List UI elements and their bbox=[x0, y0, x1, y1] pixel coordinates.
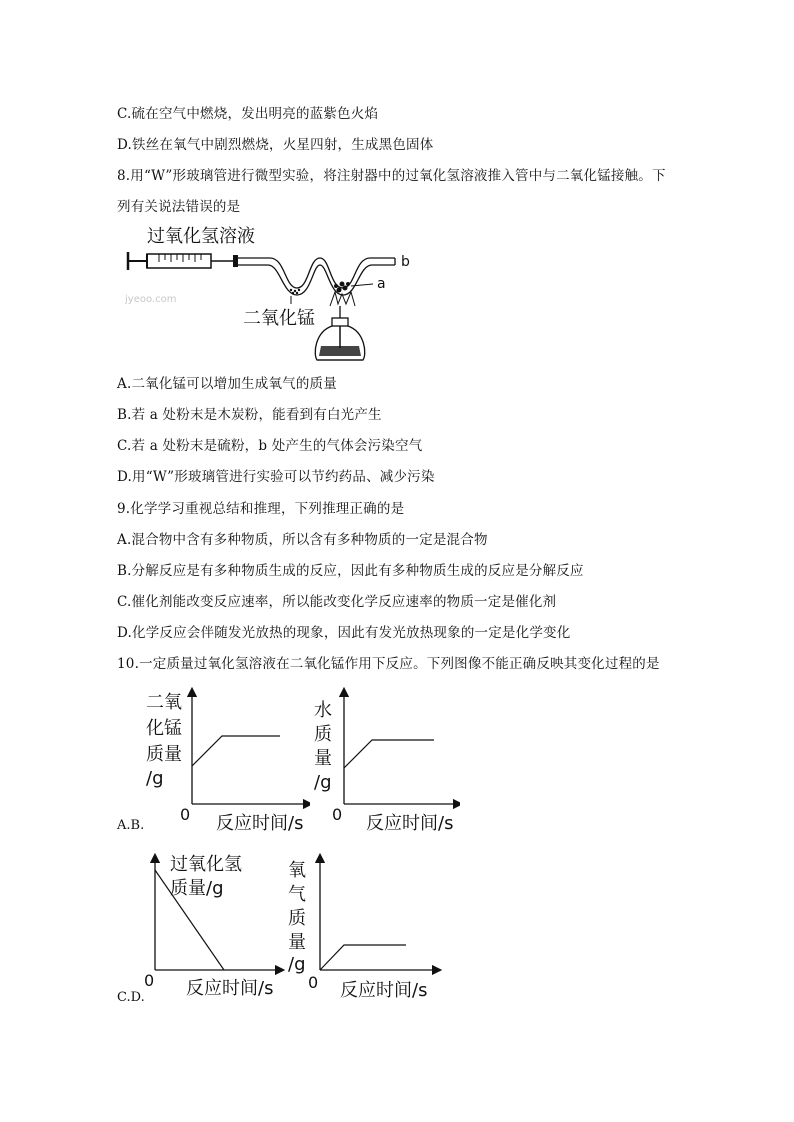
graph-d-origin: 0 bbox=[308, 973, 319, 992]
graph-b-svg bbox=[290, 684, 460, 839]
graph-a-svg bbox=[140, 684, 310, 839]
graph-d-ylabel-4: 量 bbox=[288, 932, 306, 953]
graph-d-svg bbox=[282, 852, 442, 1002]
question-8-text: 8.用“W”形玻璃管进行微型实验，将注射器中的过氧化氢溶液推入管中与二氧化锰接触。下 bbox=[117, 168, 666, 184]
graph-a-ylabel-3: 质量 bbox=[146, 744, 182, 765]
option-8d-text: D.铁丝在氧气中剧烈燃烧，火星四射，生成黑色固体 bbox=[117, 137, 434, 153]
graph-a bbox=[140, 684, 310, 839]
graph-a-ylabel-2: 化锰 bbox=[146, 718, 182, 739]
graph-b-origin: 0 bbox=[332, 805, 343, 824]
graph-d-ylabel-1: 氧 bbox=[288, 860, 306, 881]
graph-d-ylabel-2: 气 bbox=[288, 884, 306, 905]
graph-d-curve bbox=[320, 945, 406, 970]
option-9c-text: C.催化剂能改变反应速率，所以能改变化学反应速率的物质一定是催化剂 bbox=[117, 594, 557, 610]
graph-d-ylabel-3: 质 bbox=[288, 908, 306, 929]
graph-b-xlabel: 反应时间/s bbox=[366, 813, 454, 834]
option-9d-text: D.化学反应会伴随发光放热的现象，因此有发光放热现象的一定是化学变化 bbox=[117, 625, 571, 641]
w-tube-inner bbox=[238, 265, 395, 295]
option-8c-text: C.硫在空气中燃烧，发出明亮的蓝紫色火焰 bbox=[117, 106, 379, 122]
graph-c bbox=[140, 852, 290, 1002]
pointer-a bbox=[351, 284, 373, 286]
w-tube-apparatus-svg bbox=[125, 218, 425, 368]
option-8c2-text: C.若 a 处粉末是硫粉，b 处产生的气体会污染空气 bbox=[117, 438, 423, 454]
graph-d-xlabel: 反应时间/s bbox=[340, 980, 428, 1001]
question-8-text-cont: 列有关说法错误的是 bbox=[117, 199, 241, 215]
option-8a-text: A.二氧化锰可以增加生成氧气的质量 bbox=[117, 376, 337, 392]
graph-b-curve bbox=[344, 740, 434, 768]
w-tube-outer bbox=[238, 258, 395, 288]
graph-c-ylabel-1: 过氧化氢 bbox=[170, 854, 242, 875]
watermark-text: jyeoo.com bbox=[125, 294, 177, 305]
syringe-connector bbox=[233, 255, 238, 267]
graph-b-ylabel-4: /g bbox=[314, 772, 332, 793]
solution-label: 过氧化氢溶液 bbox=[147, 226, 255, 247]
graph-d bbox=[282, 852, 442, 1002]
question-10-text: 10.一定质量过氧化氢溶液在二氧化锰作用下反应。下列图像不能正确反映其变化过程的是 bbox=[117, 656, 660, 672]
option-8d2-text: D.用“W”形玻璃管进行实验可以节约药品、减少污染 bbox=[117, 469, 435, 485]
graph-c-ylabel-2: 质量/g bbox=[170, 878, 224, 899]
lamp-fuel bbox=[319, 326, 361, 356]
caption-cd: C.D. bbox=[117, 990, 145, 1005]
graph-a-curve bbox=[192, 736, 280, 766]
label-a: a bbox=[377, 276, 386, 292]
graph-b bbox=[290, 684, 460, 839]
option-8b-text: B.若 a 处粉末是木炭粉，能看到有白光产生 bbox=[117, 407, 382, 423]
graph-a-ylabel-1: 二氧 bbox=[146, 692, 182, 713]
option-9a-text: A.混合物中含有多种物质，所以含有多种物质的一定是混合物 bbox=[117, 532, 488, 548]
graph-c-xlabel: 反应时间/s bbox=[186, 978, 274, 999]
syringe-scale-marks bbox=[159, 254, 201, 262]
label-b: b bbox=[401, 254, 410, 270]
graph-c-origin: 0 bbox=[144, 971, 155, 990]
question-9-text: 9.化学学习重视总结和推理，下列推理正确的是 bbox=[117, 501, 405, 517]
graph-a-xlabel: 反应时间/s bbox=[216, 813, 304, 834]
graph-b-ylabel-2: 质 bbox=[314, 724, 332, 745]
graph-b-ylabel-1: 水 bbox=[314, 700, 332, 721]
graph-a-ylabel-4: /g bbox=[146, 768, 164, 789]
graph-c-svg bbox=[140, 852, 290, 1002]
graph-a-origin: 0 bbox=[180, 805, 191, 824]
caption-ab: A.B. bbox=[117, 818, 145, 833]
catalyst-label: 二氧化锰 bbox=[243, 308, 315, 329]
graph-b-ylabel-3: 量 bbox=[314, 748, 332, 769]
graph-d-ylabel-5: /g bbox=[288, 954, 306, 975]
w-tube-apparatus-figure bbox=[125, 218, 425, 368]
option-9b-text: B.分解反应是有多种物质生成的反应，因此有多种物质生成的反应是分解反应 bbox=[117, 563, 584, 579]
